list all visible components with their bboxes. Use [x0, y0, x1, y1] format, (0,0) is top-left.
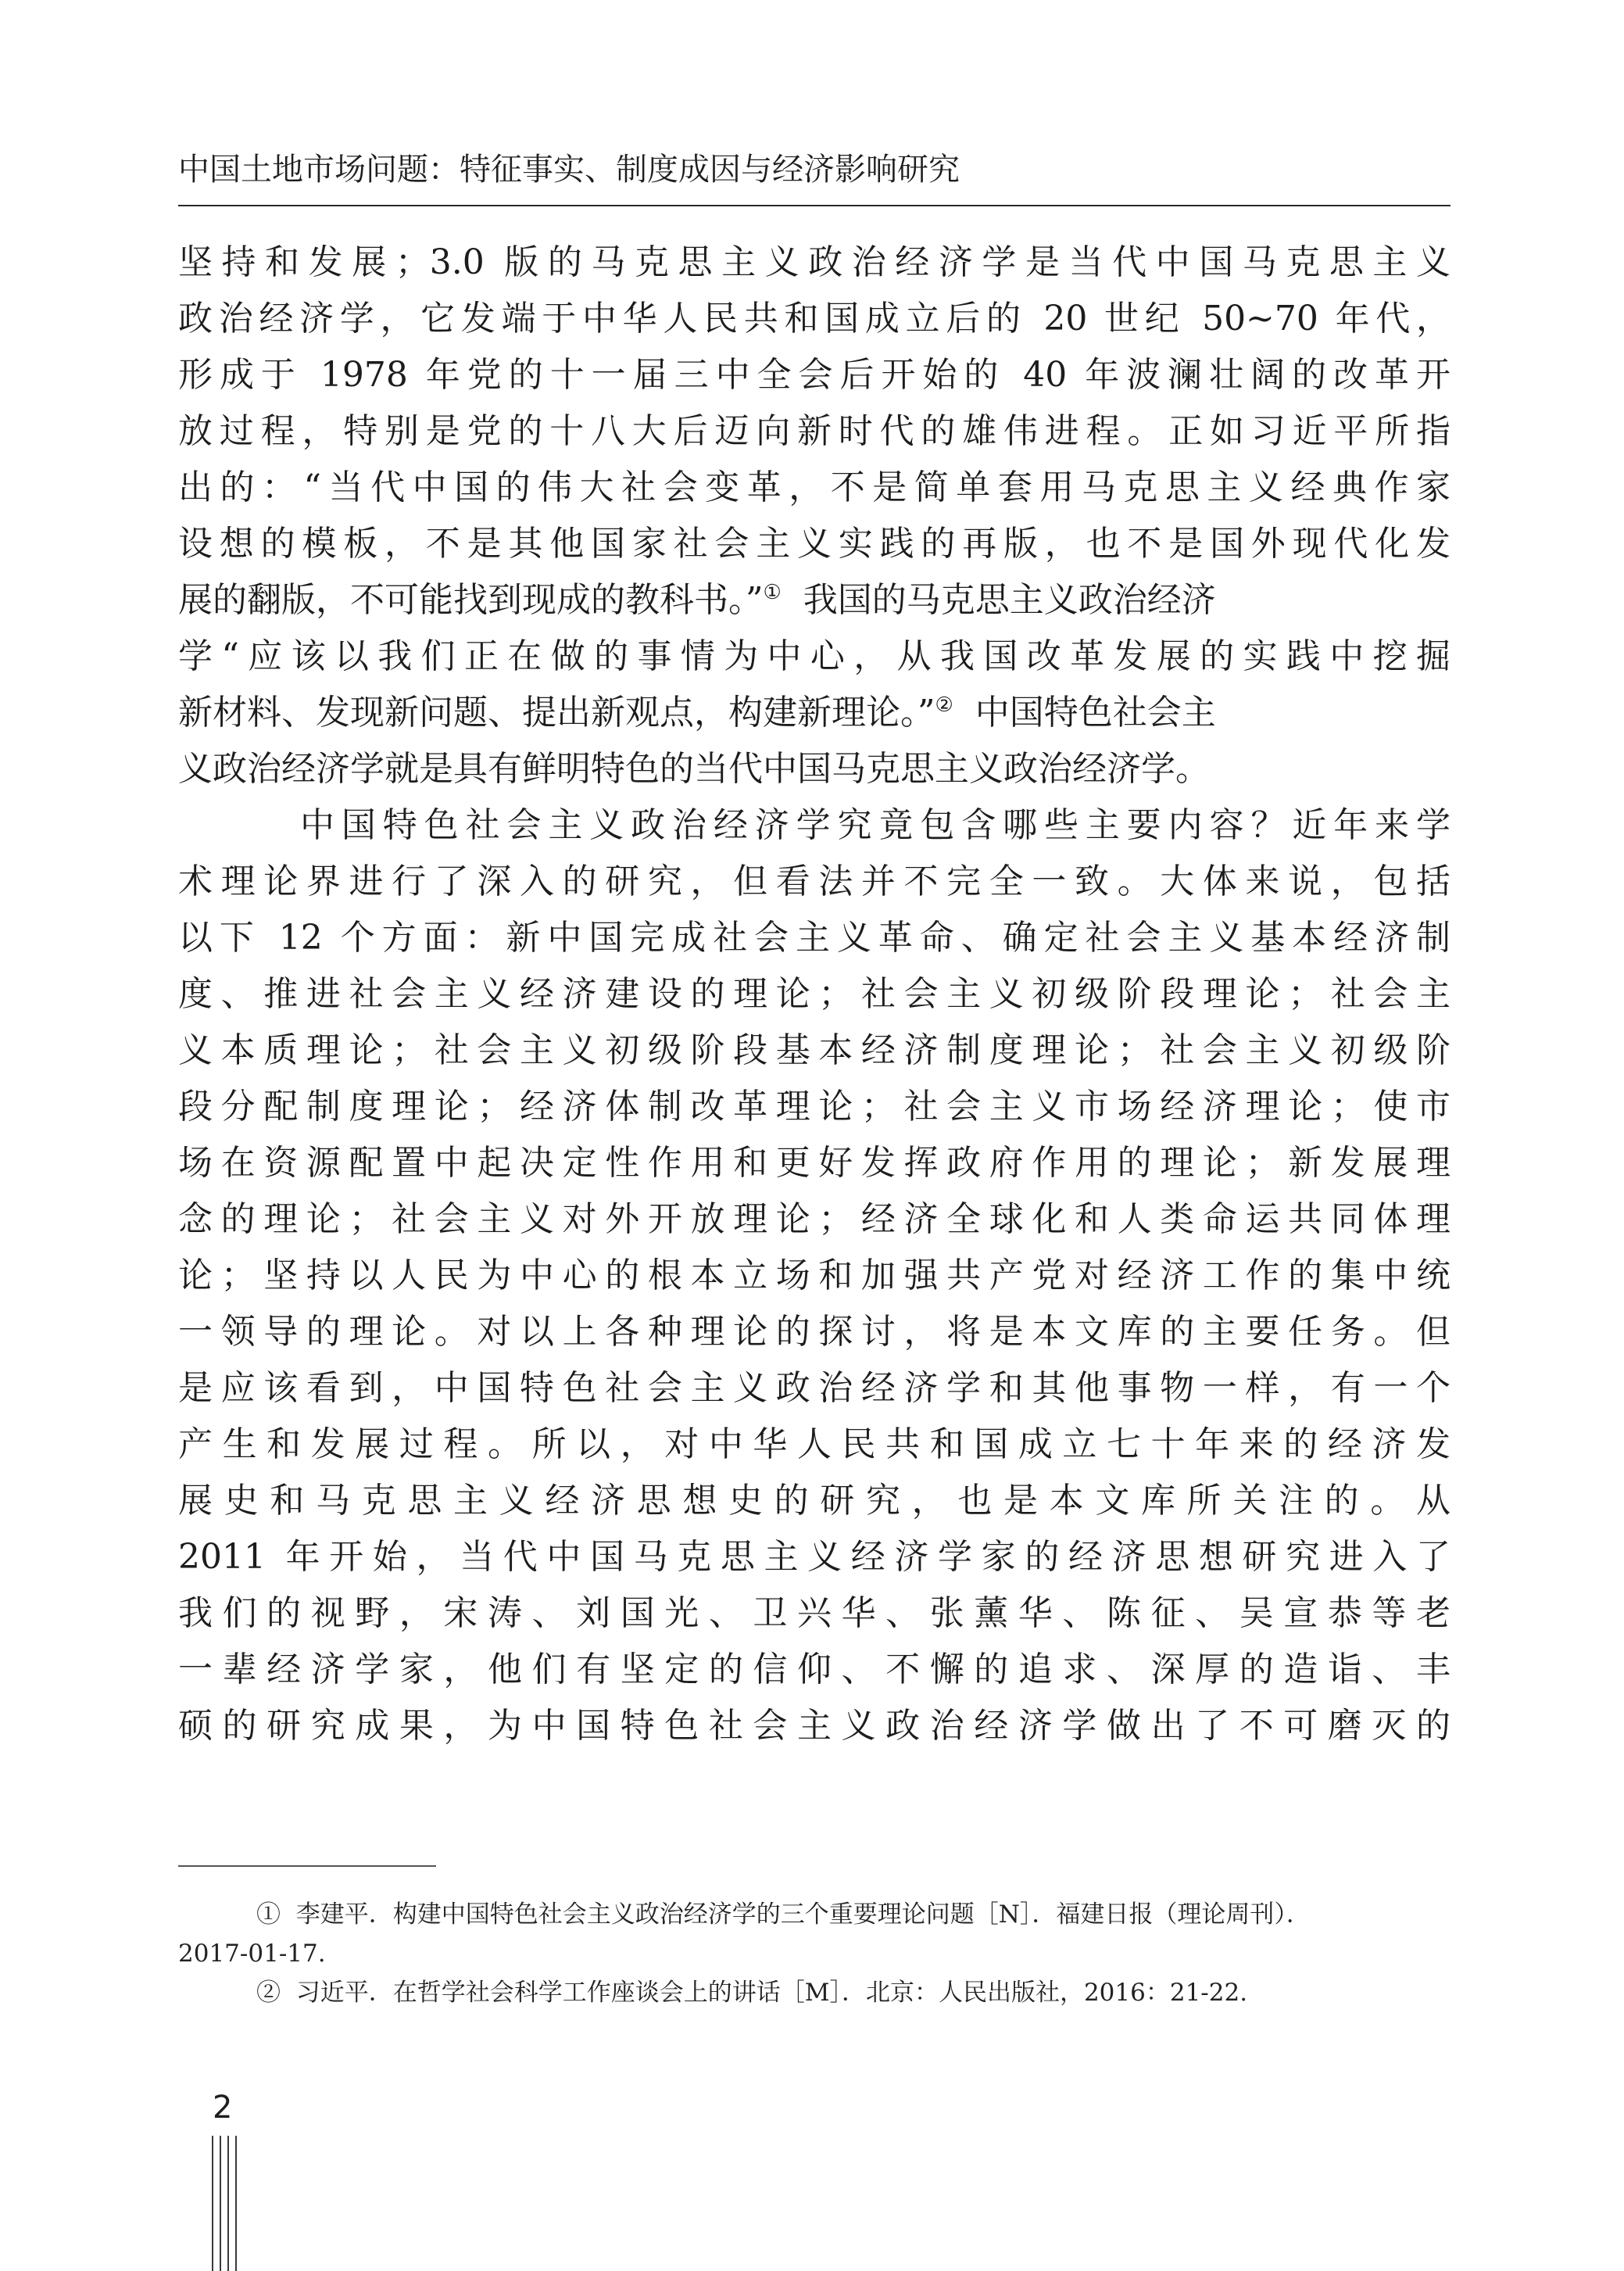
footnote-mark: ② — [256, 1979, 281, 2007]
text-line: 学“应该以我们正在做的事情为中心，从我国改革发展的实践中挖掘 — [178, 636, 1451, 676]
footnote-1 — [178, 1895, 1451, 1934]
text-line: 展史和马克思主义经济思想史的研究，也是本文库所关注的。从 — [178, 1481, 1451, 1521]
text-line: 念的理论；社会主义对外开放理论；经济全球化和人类命运共同体理 — [178, 1199, 1451, 1239]
margin-rule — [227, 2136, 229, 2271]
text-line: 段分配制度理论；经济体制改革理论；社会主义市场经济理论；使市 — [178, 1087, 1451, 1127]
margin-rule — [220, 2136, 221, 2271]
text-segment: 我国的马克思主义政治经济 — [803, 580, 1216, 620]
text-line: 论；坚持以人民为中心的根本立场和加强共产党对经济工作的集中统 — [178, 1255, 1451, 1295]
footnote-1-continuation: 2017-01-17. — [178, 1940, 326, 1968]
footnote-mark: ① — [256, 1900, 281, 1929]
running-header: 中国土地市场问题：特征事实、制度成因与经济影响研究 — [178, 152, 960, 188]
text-segment — [782, 580, 803, 620]
text-line: 形成于 1978 年党的十一届三中全会后开始的 40 年波澜壮阔的改革开 — [178, 355, 1451, 395]
footnotes — [178, 1895, 1451, 2012]
page-number: 2 — [213, 2090, 233, 2126]
text-segment: 新材料、发现新问题、提出新观点，构建新理论。” — [178, 693, 935, 733]
text-segment — [281, 1900, 296, 1929]
text-line: 是应该看到，中国特色社会主义政治经济学和其他事物一样，有一个 — [178, 1368, 1451, 1408]
text-segment — [281, 1979, 296, 2007]
text-line: 产生和发展过程。所以，对中华人民共和国成立七十年来的经济发 — [178, 1424, 1451, 1464]
text-segment: 展的翻版，不可能找到现成的教科书。” — [178, 580, 764, 620]
text-line: 2011 年开始，当代中国马克思主义经济学家的经济思想研究进入了 — [178, 1537, 1451, 1577]
margin-rule — [235, 2136, 237, 2271]
text-line: 出的：“当代中国的伟大社会变革，不是简单套用马克思主义经典作家 — [178, 467, 1451, 507]
text-line: 一辈经济学家，他们有坚定的信仰、不懈的追求、深厚的造诣、丰 — [178, 1650, 1451, 1689]
footnote-reference: ② — [935, 693, 953, 717]
text-line: 设想的模板，不是其他国家社会主义实践的再版，也不是国外现代化发 — [178, 524, 1451, 564]
text-line: 我们的视野，宋涛、刘国光、卫兴华、张薰华、陈征、吴宣恭等老 — [178, 1593, 1451, 1633]
text-line: 场在资源配置中起决定性作用和更好发挥政府作用的理论；新发展理 — [178, 1143, 1451, 1183]
body-text — [178, 235, 1451, 1754]
text-line: 以下 12 个方面：新中国完成社会主义革命、确定社会主义基本经济制 — [178, 918, 1451, 958]
margin-decoration — [212, 2136, 243, 2271]
text-line — [178, 685, 1451, 741]
margin-rule — [212, 2136, 213, 2271]
text-line: 坚持和发展；3.0 版的马克思主义政治经济学是当代中国马克思主义 — [178, 242, 1451, 282]
text-segment — [953, 693, 975, 733]
footnote-text: 习近平．在哲学社会科学工作座谈会上的讲话［M］．北京：人民出版社，2016：21-22. — [295, 1979, 1248, 2007]
text-line: 政治经济学，它发端于中华人民共和国成立后的 20 世纪 50~70 年代， — [178, 299, 1451, 339]
text-line: 义政治经济学就是具有鲜明特色的当代中国马克思主义政治经济学。 — [178, 749, 1210, 789]
text-line: 一领导的理论。对以上各种理论的探讨，将是本文库的主要任务。但 — [178, 1312, 1451, 1352]
text-segment: 中国特色社会主 — [975, 693, 1216, 733]
header-rule — [178, 205, 1451, 206]
text-line: 硕的研究成果，为中国特色社会主义政治经济学做出了不可磨灭的 — [178, 1706, 1451, 1746]
footnote-separator — [178, 1865, 436, 1867]
footnote-reference: ① — [763, 581, 782, 604]
footnote-text: 李建平．构建中国特色社会主义政治经济学的三个重要理论问题［N］．福建日报（理论周刊）． — [295, 1900, 1311, 1929]
text-line: 义本质理论；社会主义初级阶段基本经济制度理论；社会主义初级阶 — [178, 1030, 1451, 1070]
text-line: 术理论界进行了深入的研究，但看法并不完全一致。大体来说，包括 — [178, 861, 1451, 901]
paragraph-first-line: 中国特色社会主义政治经济学究竟包含哪些主要内容？近年来学 — [300, 805, 1451, 845]
footnote-2 — [178, 1973, 1451, 2012]
text-line — [178, 572, 1451, 629]
text-line: 度、推进社会主义经济建设的理论；社会主义初级阶段理论；社会主 — [178, 974, 1451, 1014]
text-line: 放过程，特别是党的十八大后迈向新时代的雄伟进程。正如习近平所指 — [178, 411, 1451, 451]
